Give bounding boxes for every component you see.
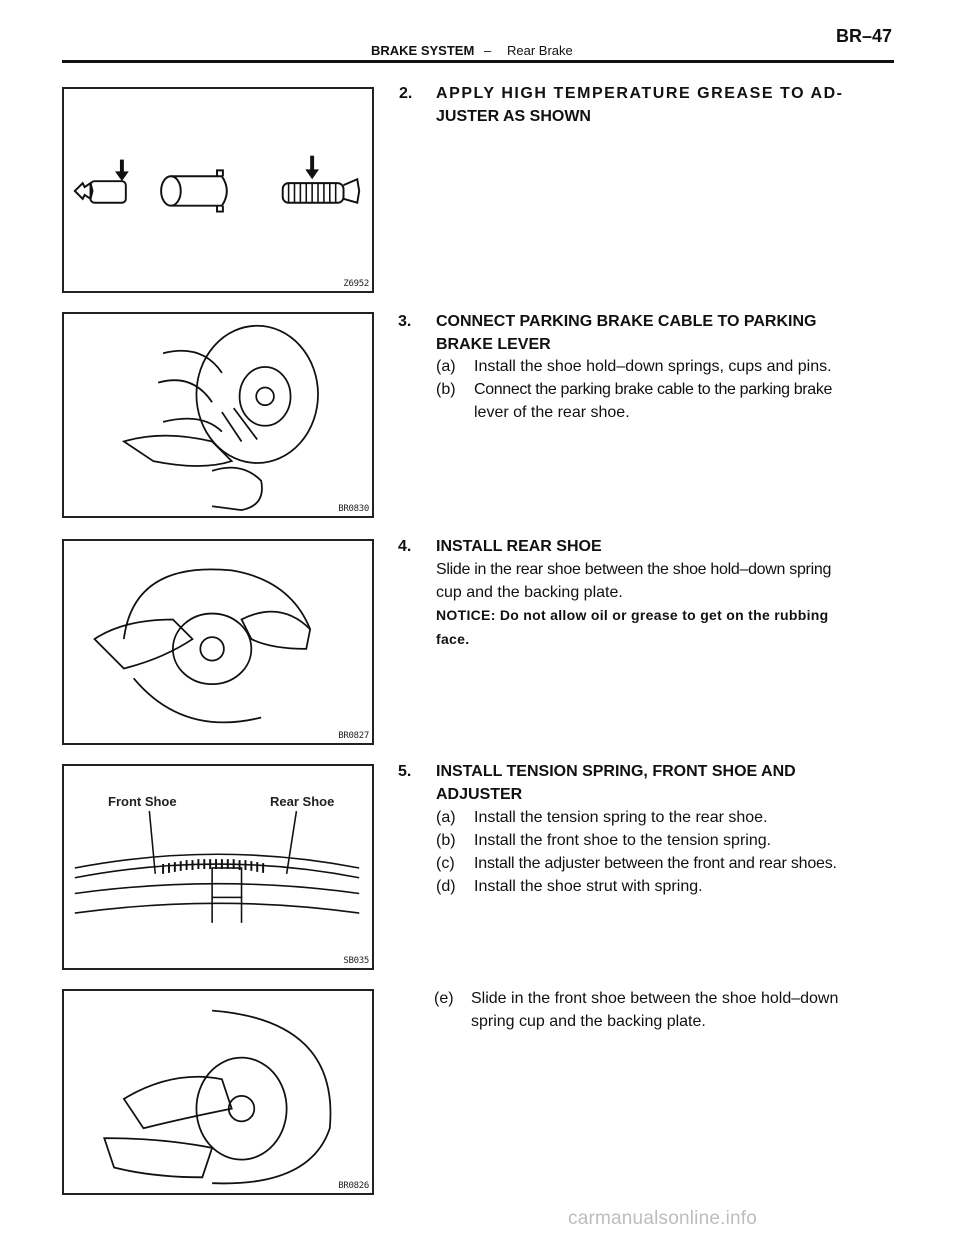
rear-shoe-illustration xyxy=(64,541,372,743)
header-rule xyxy=(62,60,894,63)
step-5c-marker: (c) xyxy=(436,855,455,872)
header-separator: – xyxy=(484,43,492,58)
front-shoe-illustration xyxy=(64,991,372,1193)
parking-brake-illustration xyxy=(64,314,372,516)
figure-code: Z6952 xyxy=(343,279,369,289)
step-3a-text: Install the shoe hold–down springs, cups and pins. xyxy=(474,358,832,375)
step-3b-text-line2: lever of the rear shoe. xyxy=(474,404,630,421)
figure-install-front-shoe xyxy=(62,989,374,1195)
step-5c-text: Install the adjuster between the front and rear shoes. xyxy=(474,855,837,872)
step-5a-marker: (a) xyxy=(436,809,456,826)
figure-code: SB035 xyxy=(343,956,369,966)
step-4-title: INSTALL REAR SHOE xyxy=(436,538,602,555)
step-4-notice-line2: face. xyxy=(436,631,470,647)
figure-install-rear-shoe xyxy=(62,539,374,745)
header-section-title: BRAKE SYSTEM xyxy=(371,43,475,58)
figure-adjuster-grease xyxy=(62,87,374,293)
adjuster-parts-illustration xyxy=(64,89,372,291)
step-2-number: 2. xyxy=(399,85,413,102)
step-2-title-line1: APPLY HIGH TEMPERATURE GREASE TO AD- xyxy=(436,85,844,102)
step-4-body-line1: Slide in the rear shoe between the shoe hold–down spring xyxy=(436,561,832,578)
step-4-notice-line1: NOTICE: Do not allow oil or grease to get on the rubbing xyxy=(436,607,829,623)
step-5e-text-line1: Slide in the front shoe between the shoe hold–down xyxy=(471,990,839,1007)
step-5b-text: Install the front shoe to the tension spring. xyxy=(474,832,772,849)
step-3a-marker: (a) xyxy=(436,358,456,375)
step-4-body-line2: cup and the backing plate. xyxy=(436,584,623,601)
watermark: carmanualsonline.info xyxy=(568,1208,758,1229)
tension-spring-illustration xyxy=(64,766,372,968)
step-3b-text-line1: Connect the parking brake cable to the parking brake xyxy=(474,381,833,398)
step-5d-text: Install the shoe strut with spring. xyxy=(474,878,703,895)
step-5e-text-line2: spring cup and the backing plate. xyxy=(471,1013,706,1030)
figure-parking-brake-cable xyxy=(62,312,374,518)
step-3-title-line1: CONNECT PARKING BRAKE CABLE TO PARKING xyxy=(436,313,817,330)
figure-code: BR0827 xyxy=(338,731,369,741)
step-5a-text: Install the tension spring to the rear shoe. xyxy=(474,809,768,826)
step-5-number: 5. xyxy=(398,763,412,780)
figure-code: BR0830 xyxy=(338,504,369,514)
rear-shoe-label: Rear Shoe xyxy=(270,794,335,809)
front-shoe-label: Front Shoe xyxy=(108,794,177,809)
step-5d-marker: (d) xyxy=(436,878,456,895)
step-4-number: 4. xyxy=(398,538,412,555)
figure-tension-spring xyxy=(62,764,374,970)
step-5-title-line2: ADJUSTER xyxy=(436,786,523,803)
page-number: BR–47 xyxy=(836,26,893,46)
figure-code: BR0826 xyxy=(338,1181,369,1191)
step-3b-marker: (b) xyxy=(436,381,456,398)
step-5b-marker: (b) xyxy=(436,832,456,849)
step-2-title-line2: JUSTER AS SHOWN xyxy=(436,108,591,125)
header-subsection: Rear Brake xyxy=(507,43,573,58)
step-3-title-line2: BRAKE LEVER xyxy=(436,336,551,353)
step-5-title-line1: INSTALL TENSION SPRING, FRONT SHOE AND xyxy=(436,763,796,780)
step-3-number: 3. xyxy=(398,313,412,330)
step-5e-marker: (e) xyxy=(434,990,454,1007)
